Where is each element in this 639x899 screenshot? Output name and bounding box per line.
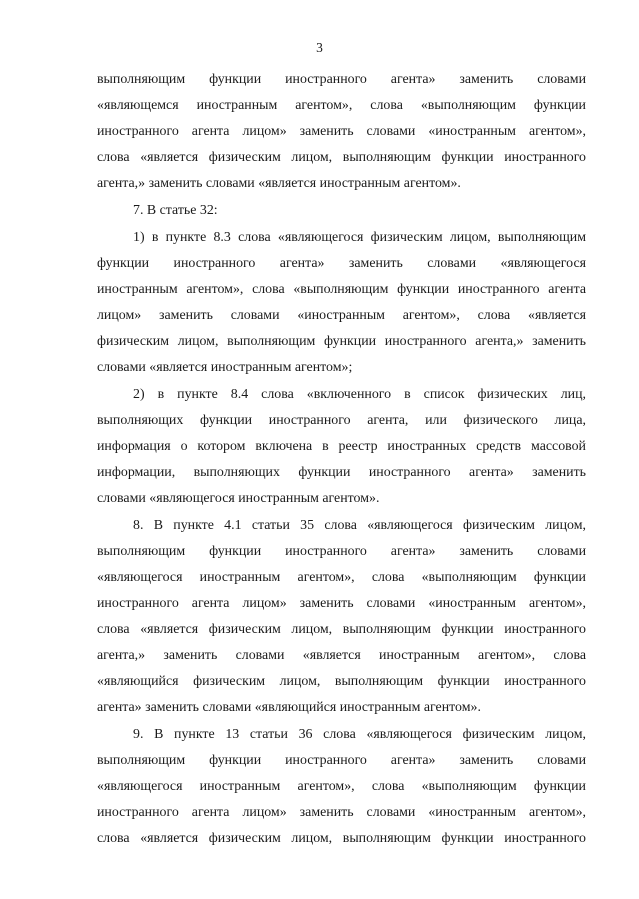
text-line: слова «является физическим лицом, выполняющим функции иностранного bbox=[97, 150, 586, 165]
paragraph-p4 bbox=[97, 385, 586, 515]
text-line: агента,» заменить словами «является иностранным агентом». bbox=[97, 176, 461, 191]
text-line: 8. В пункте 4.1 статьи 35 слова «являющегося физическим лицом, bbox=[133, 518, 586, 533]
text-line: лицом» заменить словами «иностранным агентом», слова «является bbox=[97, 308, 586, 323]
text-line: выполняющим функции иностранного агента» заменить словами bbox=[97, 72, 586, 87]
paragraph-p5 bbox=[97, 516, 586, 724]
text-line: 9. В пункте 13 статьи 36 слова «являющегося физическим лицом, bbox=[133, 727, 586, 742]
text-line: словами «являющегося иностранным агентом». bbox=[97, 491, 380, 506]
text-line: 1) в пункте 8.3 слова «являющегося физическим лицом, выполняющим bbox=[133, 230, 586, 245]
text-line: информации, выполняющих функции иностранного агента» заменить bbox=[97, 465, 586, 480]
text-line: выполняющих функции иностранного агента, или физического лица, bbox=[97, 413, 586, 428]
text-line: 7. В статье 32: bbox=[133, 203, 218, 218]
text-line: агента» заменить словами «являющийся иностранным агентом». bbox=[97, 700, 481, 715]
text-line: слова «является физическим лицом, выполняющим функции иностранного bbox=[97, 831, 586, 846]
text-line: агента,» заменить словами «является иностранным агентом», слова bbox=[97, 648, 586, 663]
text-line: слова «является физическим лицом, выполняющим функции иностранного bbox=[97, 622, 586, 637]
paragraph-p3 bbox=[97, 228, 586, 384]
text-line: иностранного агента лицом» заменить словами «иностранным агентом», bbox=[97, 805, 586, 820]
text-line: иностранным агентом», слова «выполняющим функции иностранного агента bbox=[97, 282, 586, 297]
document-body bbox=[97, 70, 586, 855]
text-line: «являющемся иностранным агентом», слова «выполняющим функции bbox=[97, 98, 586, 113]
text-line: функции иностранного агента» заменить словами «являющегося bbox=[97, 256, 586, 271]
text-line: физическим лицом, выполняющим функции иностранного агента,» заменить bbox=[97, 334, 586, 349]
paragraph-p6 bbox=[97, 725, 586, 855]
text-line: «являющегося иностранным агентом», слова «выполняющим функции bbox=[97, 779, 586, 794]
text-line: выполняющим функции иностранного агента» заменить словами bbox=[97, 544, 586, 559]
paragraph-p2 bbox=[97, 201, 586, 227]
page-number: 3 bbox=[316, 40, 323, 55]
text-line: «являющегося иностранным агентом», слова «выполняющим функции bbox=[97, 570, 586, 585]
text-line: иностранного агента лицом» заменить словами «иностранным агентом», bbox=[97, 124, 586, 139]
text-line: иностранного агента лицом» заменить словами «иностранным агентом», bbox=[97, 596, 586, 611]
text-line: словами «является иностранным агентом»; bbox=[97, 360, 353, 375]
text-line: выполняющим функции иностранного агента» заменить словами bbox=[97, 753, 586, 768]
text-line: информация о котором включена в реестр иностранных средств массовой bbox=[97, 439, 586, 454]
paragraph-p1 bbox=[97, 70, 586, 200]
text-line: 2) в пункте 8.4 слова «включенного в список физических лиц, bbox=[133, 387, 586, 402]
text-line: «являющийся физическим лицом, выполняющим функции иностранного bbox=[97, 674, 586, 689]
